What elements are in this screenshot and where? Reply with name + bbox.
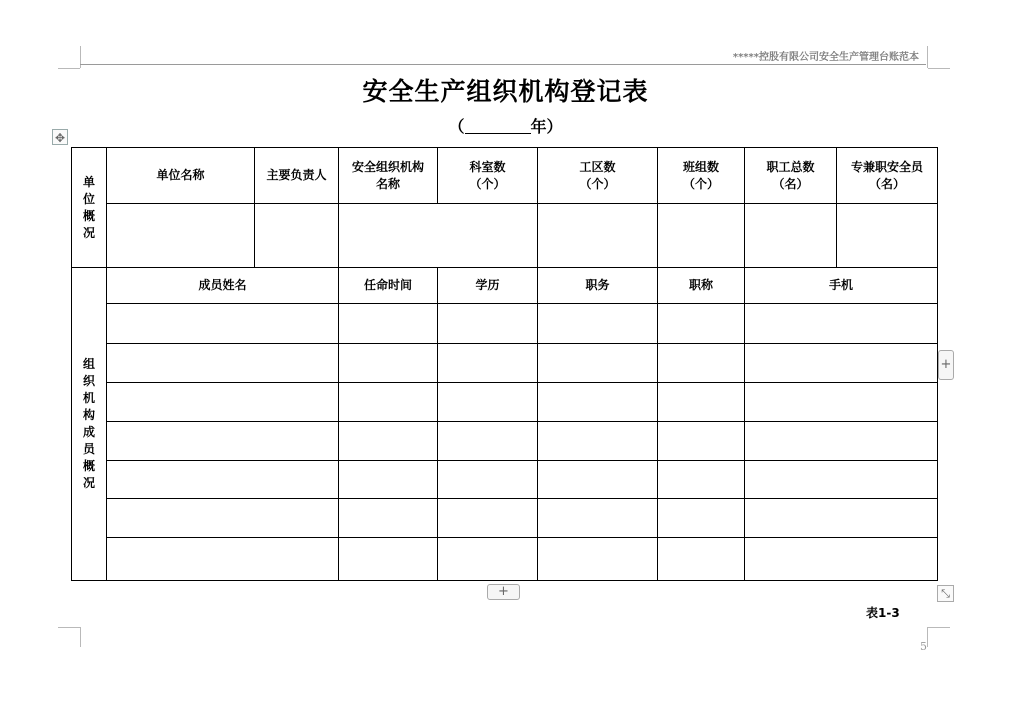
position-cell[interactable] [538,538,658,581]
member-row [72,538,938,581]
title-cell[interactable] [658,383,745,422]
position-cell[interactable] [538,461,658,499]
header-education: 学历 [438,268,538,304]
title-cell[interactable] [658,344,745,383]
header-title: 职称 [658,268,745,304]
header-safety-officers: 专兼职安全员 （名） [837,148,938,204]
member-header-row [72,268,938,304]
member-name-cell[interactable] [107,422,339,461]
member-row [72,461,938,499]
crop-mark-bottom-right-v [927,627,928,647]
safety-org-name-cell[interactable] [339,204,538,268]
registration-table [71,147,938,581]
crop-mark-top-right-v [927,46,928,68]
unit-data-row [72,204,938,268]
year-close-label: 年） [530,117,563,136]
table-number: 表1-3 [866,606,900,620]
header-safety-org-name: 安全组织机构 名称 [339,148,438,204]
member-name-cell[interactable] [107,383,339,422]
header-staff-total: 职工总数 （名） [745,148,837,204]
header-dept-count: 科室数 （个） [438,148,538,204]
crop-mark-bottom-left-v [80,627,81,647]
header-member-name: 成员姓名 [107,268,339,304]
header-divider [80,64,926,65]
education-cell[interactable] [438,304,538,344]
member-row [72,344,938,383]
mobile-cell[interactable] [745,344,938,383]
title-cell[interactable] [658,499,745,538]
member-name-cell[interactable] [107,538,339,581]
mobile-cell[interactable] [745,461,938,499]
appointment-date-cell[interactable] [339,538,438,581]
member-name-cell[interactable] [107,499,339,538]
header-position: 职务 [538,268,658,304]
mobile-cell[interactable] [745,422,938,461]
position-cell[interactable] [538,422,658,461]
mobile-cell[interactable] [745,499,938,538]
education-cell[interactable] [438,383,538,422]
year-open-paren: （ [448,117,465,136]
appointment-date-cell[interactable] [339,422,438,461]
header-team-count: 班组数 （个） [658,148,745,204]
position-cell[interactable] [538,304,658,344]
members-side-label: 组 织 机 构 成 员 概 况 [72,268,107,581]
crop-mark-bottom-right-h [928,627,950,628]
work-area-count-cell[interactable] [658,204,745,268]
position-cell[interactable] [538,383,658,422]
member-name-cell[interactable] [107,461,339,499]
year-blank-field[interactable] [465,117,531,134]
mobile-cell[interactable] [745,383,938,422]
appointment-date-cell[interactable] [339,383,438,422]
year-line [0,114,1011,137]
appointment-date-cell[interactable] [339,304,438,344]
title-cell[interactable] [658,538,745,581]
position-cell[interactable] [538,344,658,383]
member-name-cell[interactable] [107,344,339,383]
education-cell[interactable] [438,499,538,538]
principal-cell[interactable] [255,204,339,268]
title-cell[interactable] [658,304,745,344]
unit-header-row [72,148,938,204]
table-move-icon[interactable]: ✥ [52,129,68,145]
unit-name-cell[interactable] [107,204,255,268]
education-cell[interactable] [438,422,538,461]
title-cell[interactable] [658,422,745,461]
title-cell[interactable] [658,461,745,499]
crop-mark-top-left-h [58,68,80,69]
appointment-date-cell[interactable] [339,499,438,538]
member-row [72,422,938,461]
education-cell[interactable] [438,344,538,383]
mobile-cell[interactable] [745,304,938,344]
member-name-cell[interactable] [107,304,339,344]
education-cell[interactable] [438,461,538,499]
crop-mark-top-right-h [928,68,950,69]
document-title: 安全生产组织机构登记表 [362,77,649,106]
member-row [72,499,938,538]
staff-total-cell[interactable] [837,204,938,268]
header-mobile: 手机 [745,268,938,304]
appointment-date-cell[interactable] [339,461,438,499]
education-cell[interactable] [438,538,538,581]
crop-mark-bottom-left-h [58,627,80,628]
position-cell[interactable] [538,499,658,538]
page-header-text: *****控股有限公司安全生产管理台账范本 [732,52,919,63]
unit-side-label: 单 位 概 况 [72,148,107,268]
mobile-cell[interactable] [745,538,938,581]
add-column-plus-icon[interactable]: + [938,350,954,380]
appointment-date-cell[interactable] [339,344,438,383]
add-row-plus-icon[interactable]: + [487,584,520,600]
header-work-area-count: 工区数 （个） [538,148,658,204]
member-row [72,304,938,344]
member-row [72,383,938,422]
team-count-cell[interactable] [745,204,837,268]
header-appointment-date: 任命时间 [339,268,438,304]
header-unit-name: 单位名称 [107,148,255,204]
header-principal: 主要负责人 [255,148,339,204]
dept-count-cell[interactable] [538,204,658,268]
table-resize-icon[interactable]: ⤡ [937,585,954,602]
page-number: 5 [920,640,927,653]
